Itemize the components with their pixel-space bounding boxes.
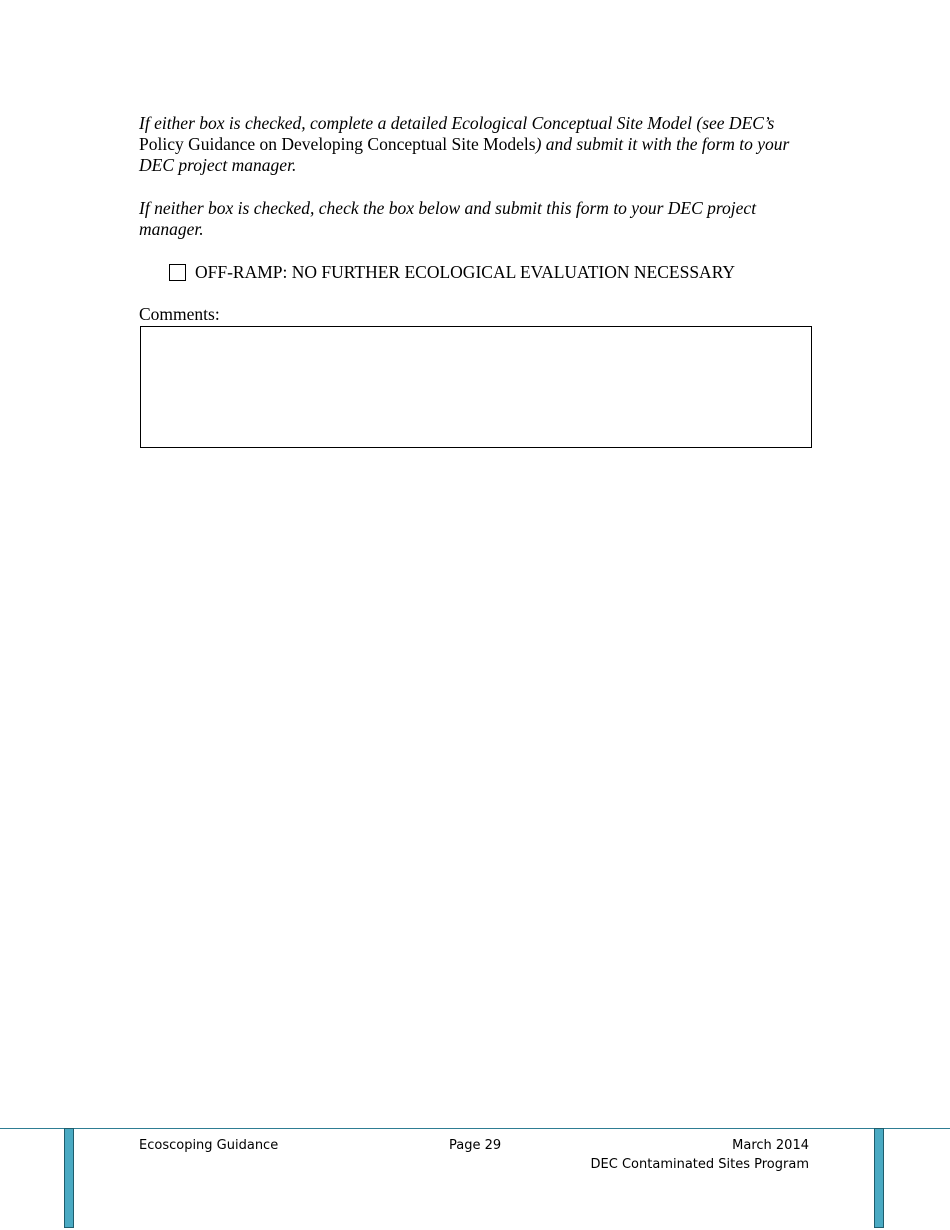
instruction-text-part2: ) and submit it with the form to your DEC project manager. xyxy=(139,134,790,175)
footer-date: March 2014 xyxy=(732,1138,809,1153)
offramp-label: OFF-RAMP: NO FURTHER ECOLOGICAL EVALUATION NECESSARY xyxy=(195,262,736,282)
comments-label: Comments: xyxy=(139,304,220,324)
footer-accent-bar-left xyxy=(64,1128,74,1228)
offramp-option[interactable] xyxy=(169,262,735,282)
footer-page-number: Page 29 xyxy=(449,1138,502,1153)
comments-field[interactable] xyxy=(140,326,812,448)
footer-accent-bar-right xyxy=(874,1128,884,1228)
instruction-paragraph-neither: If neither box is checked, check the box below and submit this form to your DEC project manager. xyxy=(139,198,757,239)
offramp-checkbox[interactable] xyxy=(169,264,186,281)
instruction-text-part1: If either box is checked, complete a detailed Ecological Conceptual Site Model (see DEC’s xyxy=(139,113,775,133)
footer-program: DEC Contaminated Sites Program xyxy=(590,1157,809,1172)
footer-divider xyxy=(0,1128,950,1129)
instruction-paragraph-either xyxy=(139,113,811,176)
footer-document-title: Ecoscoping Guidance xyxy=(139,1138,279,1153)
policy-guidance-reference: Policy Guidance on Developing Conceptual Site Models xyxy=(139,134,536,154)
